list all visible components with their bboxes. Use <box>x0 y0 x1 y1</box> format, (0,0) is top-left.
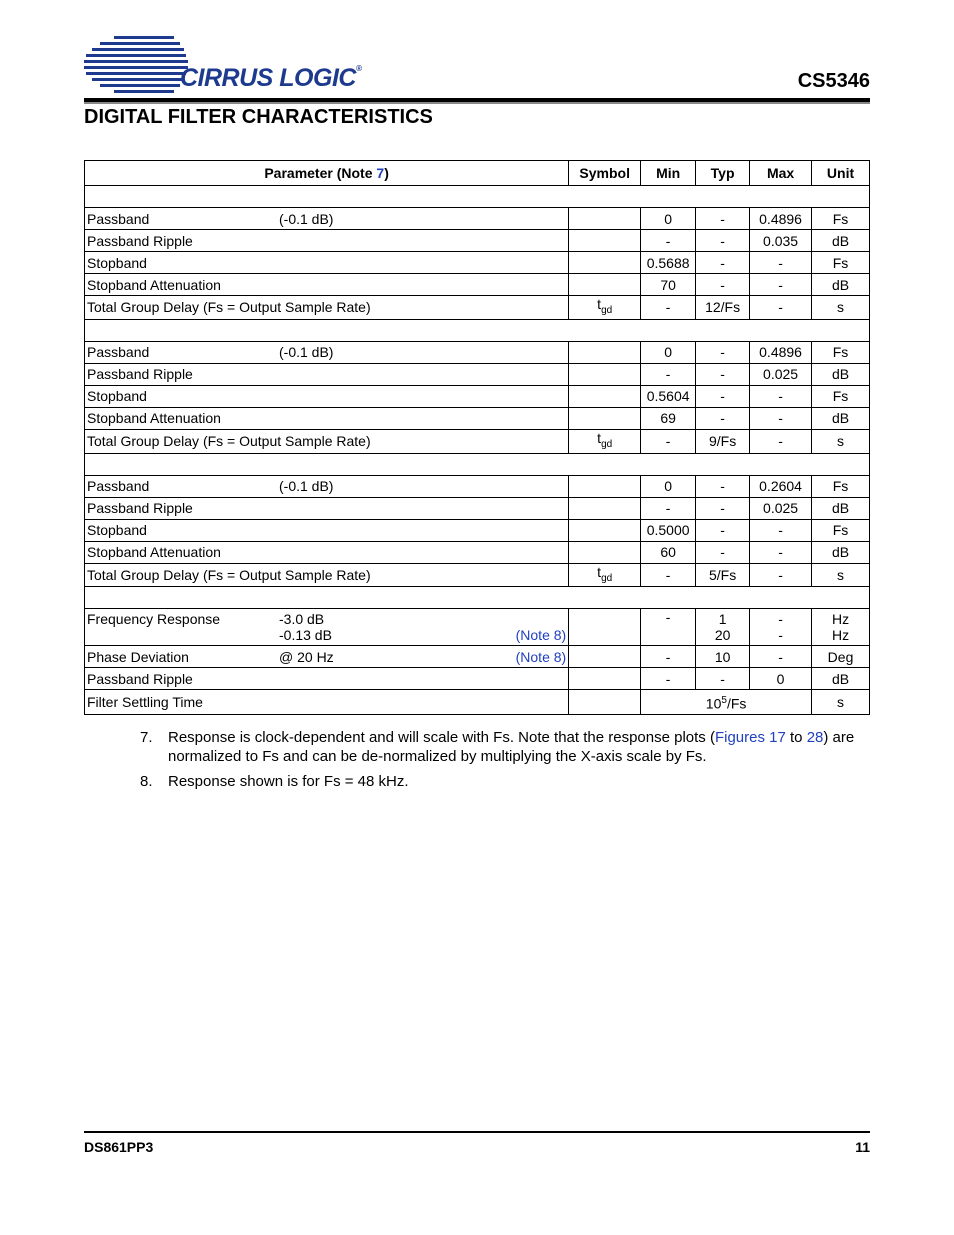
figure-28-link[interactable]: 28 <box>806 729 824 746</box>
table-row: Total Group Delay (Fs = Output Sample Rate) $t_{gd}$ - 5/Fs - s <box>85 563 870 587</box>
table-row-passband-ripple: Passband Ripple - - 0 dB <box>85 668 870 690</box>
table-row-phase-deviation: Phase Deviation @ 20 Hz (Note 8) - 10 - Deg <box>85 646 870 668</box>
table-row-settling-time: Filter Settling Time $10^5/Fs$ s <box>85 690 870 715</box>
table-row: Passband (-0.1 dB) 0 - 0.4896 Fs <box>85 341 870 363</box>
note-7: 7. Response is clock-dependent and will scale with Fs. Note that the response plots (Figures 17 to 28) are normalized to Fs and can be de-normalized by multiplying the X-axis scale by Fs. <box>140 729 855 765</box>
table-row-frequency-response: Frequency Response -3.0 dB -0.13 dB (Note 8) - 1 20 - - Hz Hz <box>85 609 870 646</box>
header-min: Min <box>641 161 696 186</box>
figures-17-link[interactable]: Figures 17 <box>714 729 786 746</box>
footnotes <box>140 728 872 797</box>
table-row: Stopband Attenuation 60 - - dB <box>85 541 870 563</box>
group-separator-row <box>85 186 870 208</box>
part-number: CS5346 <box>797 70 870 92</box>
cirrus-logic-logo <box>84 34 362 96</box>
table-row: Passband (-0.1 dB) 0 - 0.4896 Fs <box>85 208 870 230</box>
header-parameter: Parameter (Note 7) <box>85 161 569 186</box>
group-separator-row <box>85 587 870 609</box>
document-id: DS861PP3 <box>84 1139 154 1155</box>
section-title: DIGITAL FILTER CHARACTERISTICS <box>84 106 433 128</box>
table-row: Stopband Attenuation 69 - - dB <box>85 407 870 429</box>
note-8: 8. Response shown is for Fs = 48 kHz. <box>140 773 409 790</box>
table-row: Passband Ripple - - 0.025 dB <box>85 497 870 519</box>
table-row: Passband (-0.1 dB) 0 - 0.2604 Fs <box>85 475 870 497</box>
logo-wordmark: CIRRUS LOGIC® <box>180 64 362 92</box>
group-separator-row <box>85 453 870 475</box>
note-8-link[interactable]: (Note 8) <box>515 648 567 665</box>
note-8-link[interactable]: (Note 8) <box>515 627 567 644</box>
header-typ: Typ <box>696 161 750 186</box>
header-unit: Unit <box>812 161 870 186</box>
header-symbol: Symbol <box>569 161 641 186</box>
digital-filter-table <box>84 160 870 715</box>
table-row: Passband Ripple - - 0.035 dB <box>85 230 870 252</box>
logo-globe-icon <box>84 34 194 96</box>
footer-rule <box>84 1131 870 1133</box>
table-row: Passband Ripple - - 0.025 dB <box>85 363 870 385</box>
table-row: Total Group Delay (Fs = Output Sample Rate) $t_{gd}$ - 9/Fs - s <box>85 429 870 453</box>
table-row: Stopband 0.5688 - - Fs <box>85 252 870 274</box>
table-row: Stopband 0.5604 - - Fs <box>85 385 870 407</box>
note-7-link[interactable]: 7 <box>376 165 385 181</box>
header-max: Max <box>750 161 812 186</box>
table-header-row <box>85 161 870 186</box>
table-row: Total Group Delay (Fs = Output Sample Rate) $t_{gd}$ - 12/Fs - s <box>85 296 870 320</box>
header-rule <box>84 98 870 104</box>
group-separator-row <box>85 319 870 341</box>
table-row: Stopband 0.5000 - - Fs <box>85 519 870 541</box>
table-row: Stopband Attenuation 70 - - dB <box>85 274 870 296</box>
page-number: 11 <box>855 1139 870 1155</box>
